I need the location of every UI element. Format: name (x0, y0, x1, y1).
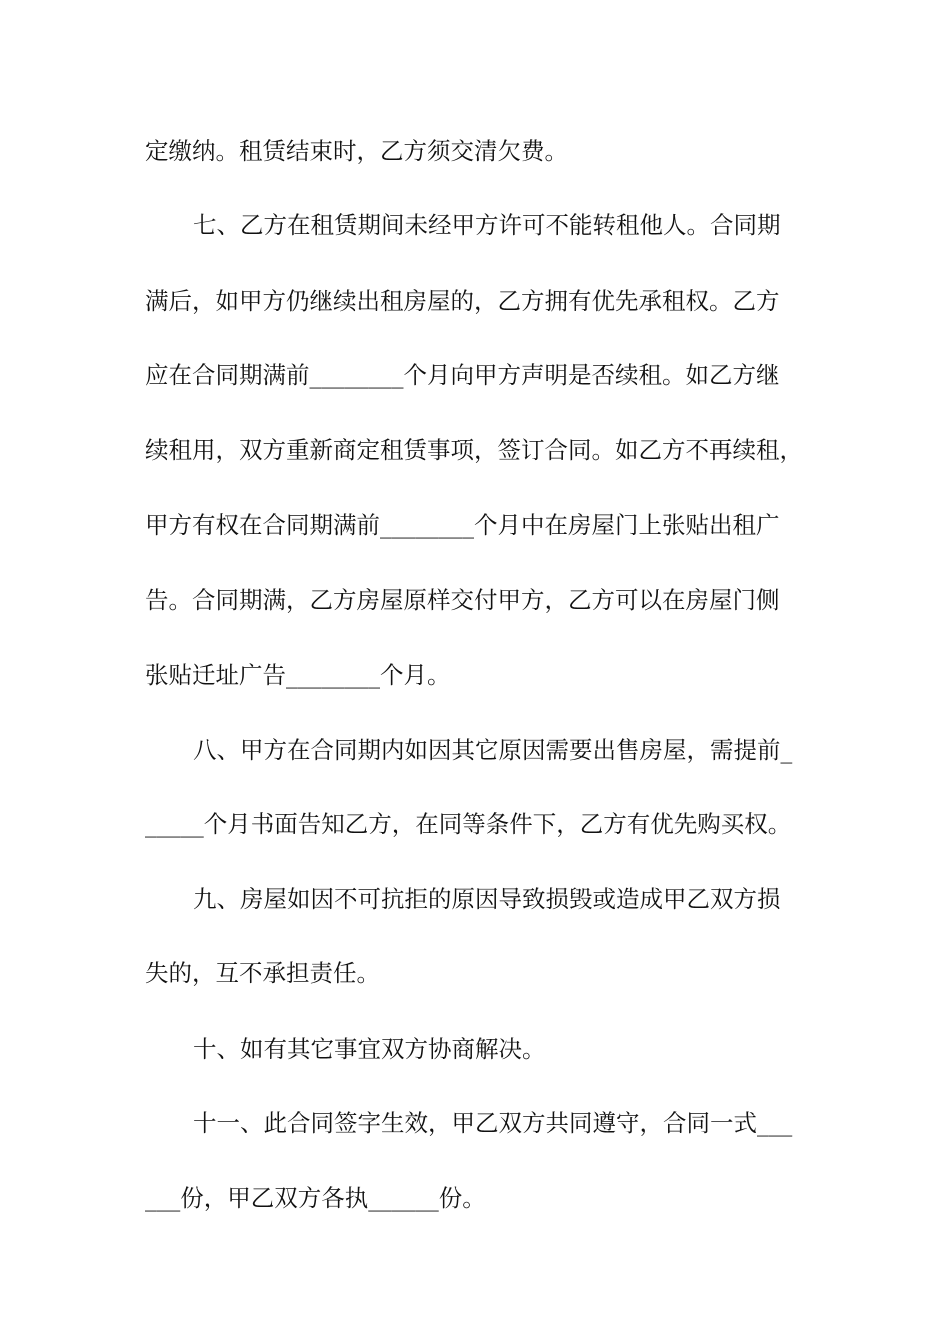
text-line-1: 定缴纳。租赁结束时，乙方须交清欠费。 (145, 137, 568, 165)
clause-7-line-5: 甲方有权在合同期满前________个月中在房屋门上张贴出租广 (145, 511, 780, 539)
clause-10-line-1: 十、如有其它事宜双方协商解决。 (193, 1035, 546, 1063)
clause-9-line-2: 失的，互不承担责任。 (145, 959, 380, 987)
clause-9-line-1: 九、房屋如因不可抗拒的原因导致损毁或造成甲乙双方损 (193, 885, 781, 913)
clause-7-line-6: 告。合同期满，乙方房屋原样交付甲方，乙方可以在房屋门侧 (145, 586, 780, 614)
clause-11-line-1: 十一、此合同签字生效，甲乙双方共同遵守，合同一式___ (193, 1109, 793, 1137)
clause-7-line-4: 续租用，双方重新商定租赁事项，签订合同。如乙方不再续租， (145, 436, 803, 464)
clause-8-line-1: 八、甲方在合同期内如因其它原因需要出售房屋，需提前_ (193, 736, 793, 764)
clause-11-line-2: ___份，甲乙双方各执______份。 (145, 1184, 486, 1212)
clause-7-line-2: 满后，如甲方仍继续出租房屋的，乙方拥有优先承租权。乙方 (145, 287, 780, 315)
clause-7-line-7: 张贴迁址广告________个月。 (145, 661, 451, 689)
clause-7-line-3: 应在合同期满前________个月向甲方声明是否续租。如乙方继 (145, 361, 780, 389)
clause-8-line-2: _____个月书面告知乙方，在同等条件下，乙方有优先购买权。 (145, 810, 792, 838)
clause-7-line-1: 七、乙方在租赁期间未经甲方许可不能转租他人。合同期 (193, 211, 781, 239)
